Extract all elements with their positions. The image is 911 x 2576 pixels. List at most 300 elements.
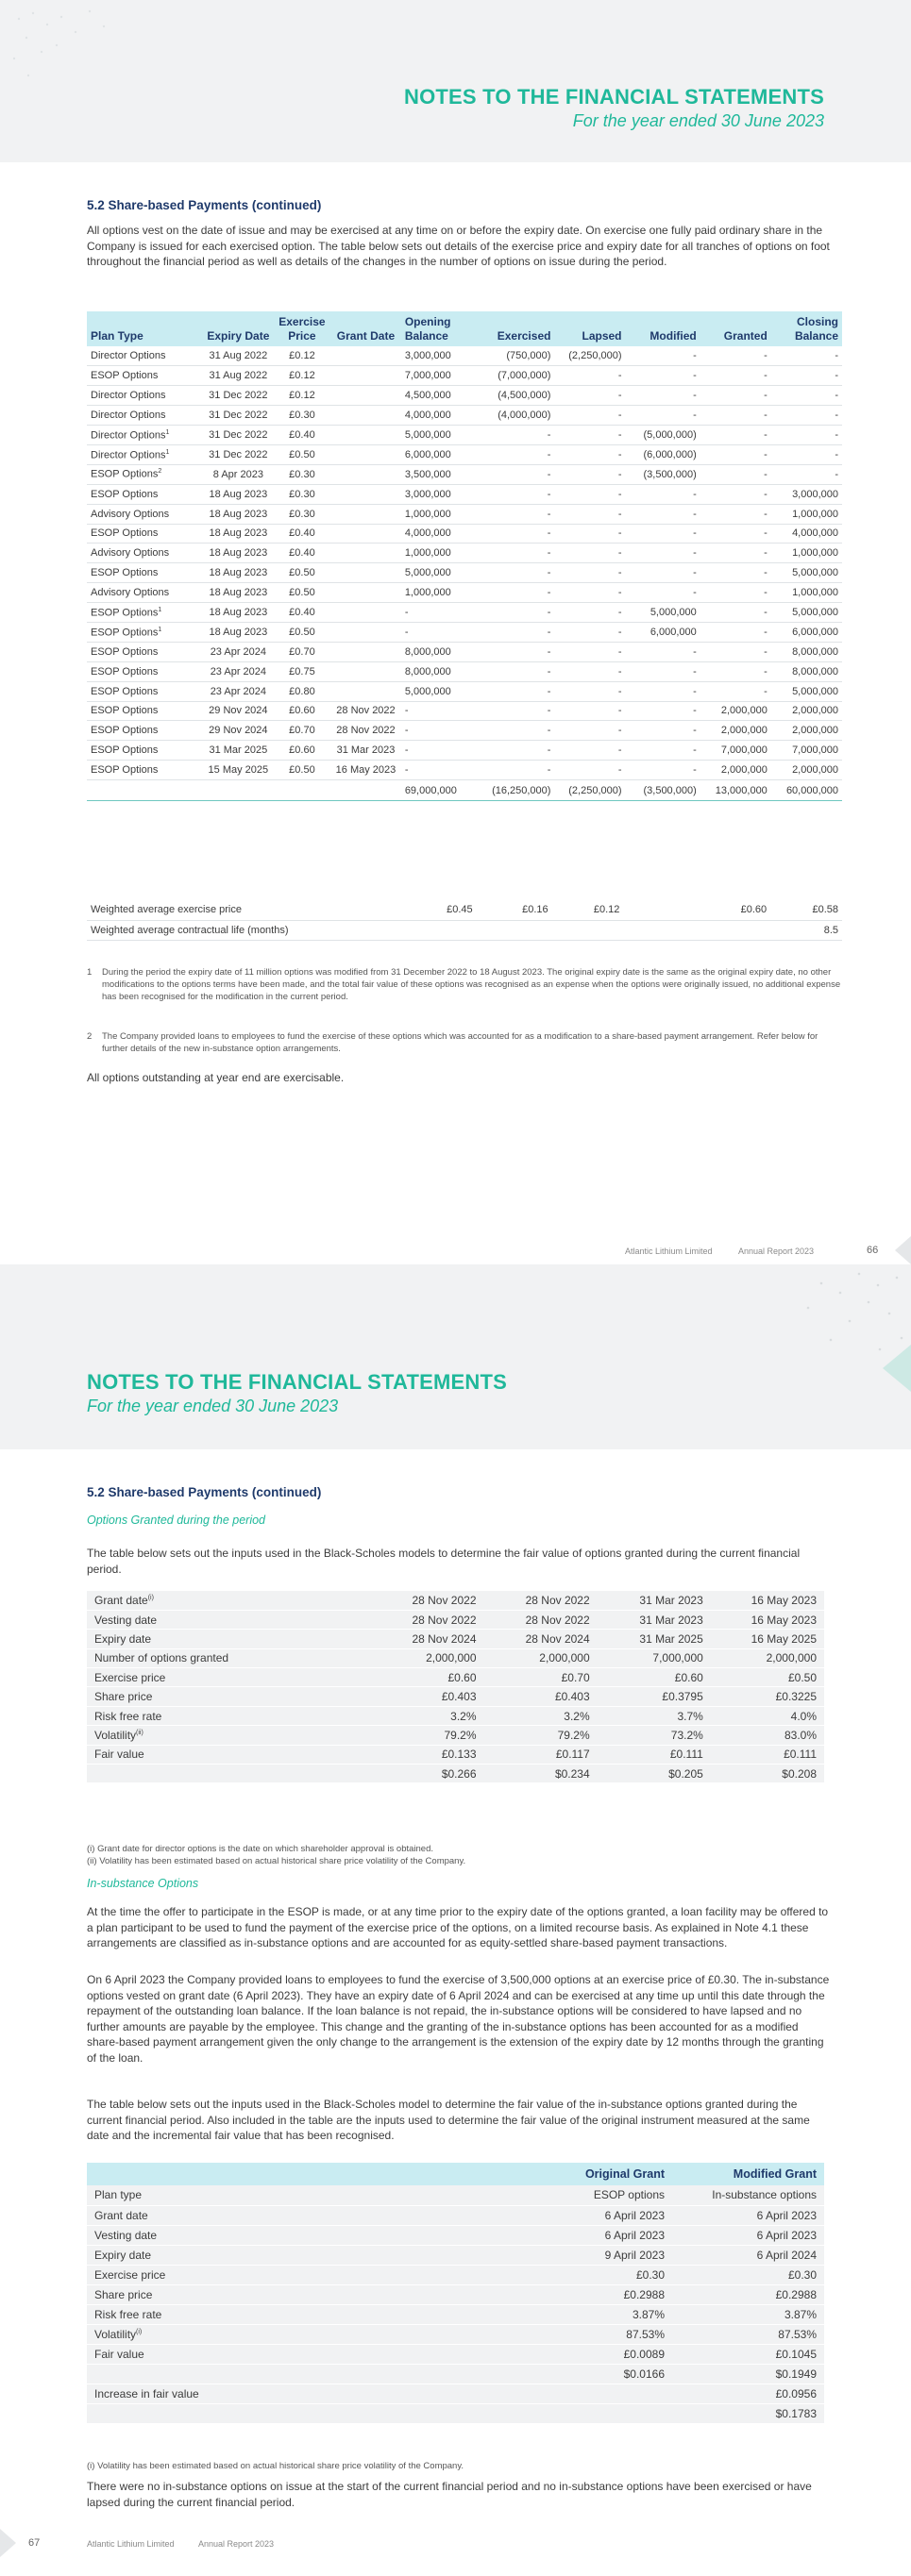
value-cell: 2,000,000: [484, 1648, 598, 1667]
cell-modified: -: [626, 642, 700, 661]
wavg-price-exercised: £0.16: [477, 900, 552, 920]
value-cell: $0.234: [484, 1765, 598, 1783]
cell-granted: -: [700, 464, 771, 484]
cell-opening: 1,000,000: [401, 504, 480, 524]
row-label: [87, 2284, 521, 2304]
wavg-price-lapsed: £0.12: [552, 900, 624, 920]
cell-granted: -: [700, 524, 771, 544]
col-lapsed: Lapsed: [554, 311, 625, 346]
plan-type-label: ESOP Options: [91, 488, 159, 500]
wavg-life-row: [87, 920, 842, 940]
cell-plan: [87, 406, 203, 426]
plan-type-label: Director Options: [91, 410, 166, 422]
cell-lapsed: -: [554, 504, 625, 524]
cell-exercised: -: [480, 761, 554, 780]
plan-type-label: ESOP Options: [91, 370, 159, 382]
cell-expiry: 31 Aug 2022: [203, 366, 274, 386]
row-label-text: Grant date: [94, 1593, 148, 1607]
cell-price: £0.30: [274, 504, 330, 524]
plan-type-label: Director Options: [91, 429, 166, 442]
cell-opening: 4,500,000: [401, 386, 480, 406]
col-plan-type: Plan Type: [87, 311, 203, 346]
table-row: [87, 2245, 824, 2265]
cell-price: £0.50: [274, 444, 330, 464]
row-label: [87, 1610, 370, 1629]
header-title: NOTES TO THE FINANCIAL STATEMENTS: [87, 1370, 507, 1394]
footnote-ref: 1: [158, 626, 162, 633]
row-label: [87, 2245, 521, 2265]
cell-opening: 3,000,000: [401, 484, 480, 504]
row-label: [87, 2304, 521, 2324]
row-label-text: Fair value: [94, 2347, 144, 2361]
table-row: [87, 2384, 824, 2403]
cell-expiry: 18 Aug 2023: [203, 484, 274, 504]
cell-modified: -: [626, 524, 700, 544]
cell-plan: [87, 366, 203, 386]
row-label-text: Risk free rate: [94, 1709, 162, 1723]
cell-lapsed: -: [554, 622, 625, 642]
cell-opening: 7,000,000: [401, 366, 480, 386]
cell-closing: 5,000,000: [771, 563, 842, 583]
original-grant-value: ESOP options: [521, 2185, 672, 2205]
cell-granted: -: [700, 544, 771, 563]
table-row: [87, 2364, 824, 2384]
cell-opening: 5,000,000: [401, 426, 480, 445]
cell-exercised: -: [480, 681, 554, 701]
value-cell: £0.133: [370, 1745, 483, 1764]
cell-expiry: 18 Aug 2023: [203, 563, 274, 583]
wavg-price-granted: £0.60: [699, 900, 770, 920]
plan-type-label: Director Options: [91, 350, 166, 362]
value-cell: 83.0%: [711, 1726, 824, 1745]
wavg-price-closing: £0.58: [770, 900, 842, 920]
cell-opening: -: [401, 721, 480, 741]
col-original-grant: Original Grant: [521, 2163, 672, 2185]
cell-opening: 4,000,000: [401, 524, 480, 544]
table-row: [87, 1648, 824, 1667]
cell-closing: -: [771, 426, 842, 445]
table-row: [87, 386, 842, 406]
value-cell: $0.208: [711, 1765, 824, 1783]
cell-modified: -: [626, 484, 700, 504]
cell-modified: -: [626, 701, 700, 721]
table-row: [87, 2225, 824, 2245]
cell-opening: 3,500,000: [401, 464, 480, 484]
cell-closing: -: [771, 386, 842, 406]
cell-closing: -: [771, 444, 842, 464]
plan-type-label: ESOP Options: [91, 705, 159, 717]
cell-granted: -: [700, 366, 771, 386]
footnote-ii: (ii) Volatility has been estimated based on actual historical share price volatility of the Company.: [87, 1856, 466, 1866]
table-row: [87, 1745, 824, 1764]
cell-price: £0.80: [274, 681, 330, 701]
cell-lapsed: -: [554, 406, 625, 426]
cell-opening: -: [401, 741, 480, 761]
cell-lapsed: -: [554, 563, 625, 583]
cell-modified: (5,000,000): [626, 426, 700, 445]
subheading-options-granted: Options Granted during the period: [87, 1514, 266, 1527]
table-row: [87, 681, 842, 701]
cell-grant: [330, 642, 401, 661]
cell-grant: [330, 346, 401, 366]
black-scholes-inputs-table: [87, 1591, 824, 1783]
cell-granted: 2,000,000: [700, 721, 771, 741]
footnote-ref: (i): [147, 1594, 154, 1601]
col-exercised: Exercised: [480, 311, 554, 346]
value-cell: £0.70: [484, 1668, 598, 1687]
row-label: [87, 2324, 521, 2344]
footer-company: Atlantic Lithium Limited: [625, 1246, 713, 1256]
cell-lapsed: -: [554, 661, 625, 681]
table-row: [87, 2324, 824, 2344]
table-row: [87, 2265, 824, 2284]
cell-lapsed: -: [554, 426, 625, 445]
cell-grant: [330, 544, 401, 563]
cell-price: £0.30: [274, 406, 330, 426]
intro-paragraph: All options vest on the date of issue and may be exercised at any time on or before the expiry date. On exercise one fully paid ordinary share in the Company is issued for each exercised option. The table below sets out details of the exercise price and expiry date for all tranches of options on foot throughout the financial period as well as details of the changes in the number of options on issue during the period.: [87, 224, 830, 268]
cell-lapsed: -: [554, 386, 625, 406]
teal-tab-decoration: [883, 1345, 911, 1392]
value-cell: 16 May 2023: [711, 1610, 824, 1629]
modified-grant-value: £0.30: [672, 2265, 824, 2284]
value-cell: 3.2%: [484, 1706, 598, 1725]
row-label: [87, 1765, 370, 1783]
cell-opening: 1,000,000: [401, 583, 480, 603]
modified-grant-value: 87.53%: [672, 2324, 824, 2344]
cell-expiry: 18 Aug 2023: [203, 603, 274, 623]
page-number: 67: [28, 2537, 41, 2549]
cell-lapsed: -: [554, 681, 625, 701]
cell-expiry: 18 Aug 2023: [203, 583, 274, 603]
cell-opening: -: [401, 761, 480, 780]
cell-lapsed: -: [554, 721, 625, 741]
row-label: [87, 1591, 370, 1610]
cell-modified: -: [626, 406, 700, 426]
row-label-text: Share price: [94, 1690, 153, 1704]
original-grant-value: $0.0166: [521, 2364, 672, 2384]
plan-type-label: ESOP Options: [91, 627, 159, 639]
table-body: [87, 1591, 824, 1783]
footnote-ref: (ii): [136, 1729, 143, 1736]
wavg-life-label: Weighted average contractual life (months): [87, 920, 396, 940]
cell-lapsed: -: [554, 642, 625, 661]
table-row: [87, 464, 842, 484]
cell-expiry: 23 Apr 2024: [203, 661, 274, 681]
cell-plan: [87, 563, 203, 583]
cell-granted: -: [700, 504, 771, 524]
row-label-text: Vesting date: [94, 1613, 158, 1627]
value-cell: 4.0%: [711, 1706, 824, 1725]
row-label: [87, 2364, 521, 2384]
table-row: [87, 1591, 824, 1610]
plan-type-label: Advisory Options: [91, 508, 170, 520]
col-grant-date: Grant Date: [330, 311, 401, 346]
cell-plan: [87, 721, 203, 741]
cell-plan: [87, 583, 203, 603]
original-grant-value: 6 April 2023: [521, 2205, 672, 2225]
row-label-text: Increase in fair value: [94, 2386, 199, 2400]
cell-grant: [330, 386, 401, 406]
table-row: [87, 642, 842, 661]
cell-expiry: 8 Apr 2023: [203, 464, 274, 484]
cell-expiry: 31 Dec 2022: [203, 444, 274, 464]
row-label-text: Fair value: [94, 1748, 144, 1762]
value-cell: 28 Nov 2024: [484, 1630, 598, 1648]
cell-opening: 8,000,000: [401, 661, 480, 681]
value-cell: 28 Nov 2022: [370, 1610, 483, 1629]
cell-exercised: -: [480, 524, 554, 544]
footnote-ref: 1: [165, 448, 170, 456]
cell-closing: 5,000,000: [771, 603, 842, 623]
cell-granted: 2,000,000: [700, 701, 771, 721]
modified-grant-value: In-substance options: [672, 2185, 824, 2205]
page-66: [0, 0, 911, 1264]
plan-type-label: Director Options: [91, 390, 166, 402]
table-body: [87, 346, 842, 780]
footnote-ref: (i): [136, 2328, 143, 2335]
row-label-text: Expiry date: [94, 1631, 152, 1646]
cell-opening: -: [401, 701, 480, 721]
value-cell: 2,000,000: [370, 1648, 483, 1667]
table-row: [87, 2304, 824, 2324]
row-label: [87, 1648, 370, 1667]
cell-grant: 16 May 2023: [330, 761, 401, 780]
cell-expiry: 31 Dec 2022: [203, 386, 274, 406]
cell-exercised: -: [480, 622, 554, 642]
cell-price: £0.60: [274, 701, 330, 721]
plan-type-label: Advisory Options: [91, 587, 170, 599]
cell-plan: [87, 701, 203, 721]
cell-exercised: -: [480, 504, 554, 524]
table-row: [87, 603, 842, 623]
modified-grant-value: £0.0956: [672, 2384, 824, 2403]
totals-row: [87, 780, 842, 801]
table-row: [87, 2344, 824, 2364]
cell-price: £0.50: [274, 563, 330, 583]
original-grant-value: [521, 2384, 672, 2403]
modified-grant-table: [87, 2163, 824, 2424]
wavg-life-closing: 8.5: [770, 920, 842, 940]
col-opening-balance: Opening Balance: [401, 311, 480, 346]
cell-granted: -: [700, 563, 771, 583]
table-row: [87, 406, 842, 426]
cell-plan: [87, 642, 203, 661]
row-label-text: Number of options granted: [94, 1651, 229, 1665]
cell-modified: -: [626, 681, 700, 701]
cell-lapsed: -: [554, 761, 625, 780]
cell-closing: 7,000,000: [771, 741, 842, 761]
cell-grant: [330, 406, 401, 426]
cell-lapsed: -: [554, 583, 625, 603]
value-cell: £0.50: [711, 1668, 824, 1687]
col-closing-balance: Closing Balance: [771, 311, 842, 346]
cell-closing: -: [771, 366, 842, 386]
options-movement-table: [87, 311, 842, 801]
cell-modified: -: [626, 563, 700, 583]
cell-granted: -: [700, 444, 771, 464]
cell-plan: [87, 426, 203, 445]
cell-opening: 5,000,000: [401, 681, 480, 701]
cell-price: £0.40: [274, 603, 330, 623]
header-subtitle: For the year ended 30 June 2023: [87, 1397, 339, 1415]
row-label-text: Share price: [94, 2287, 153, 2301]
row-label-text: Exercise price: [94, 2267, 166, 2282]
cell-closing: -: [771, 464, 842, 484]
cell-grant: [330, 583, 401, 603]
cell-lapsed: -: [554, 524, 625, 544]
cell-expiry: 15 May 2025: [203, 761, 274, 780]
table-row: [87, 721, 842, 741]
table-row: [87, 484, 842, 504]
col-modified-grant: Modified Grant: [672, 2163, 824, 2185]
cell-expiry: 31 Aug 2022: [203, 346, 274, 366]
col-exercise-price: Exercise Price: [274, 311, 330, 346]
cell-plan: [87, 464, 203, 484]
plan-type-label: Advisory Options: [91, 547, 170, 560]
original-grant-value: 3.87%: [521, 2304, 672, 2324]
wavg-price-label: Weighted average exercise price: [87, 900, 396, 920]
closing-note: All options outstanding at year end are exercisable.: [87, 1071, 345, 1084]
cell-opening: 1,000,000: [401, 544, 480, 563]
cell-granted: -: [700, 346, 771, 366]
cell-exercised: -: [480, 741, 554, 761]
cell-grant: [330, 622, 401, 642]
modified-grant-value: $0.1783: [672, 2403, 824, 2423]
header-title: NOTES TO THE FINANCIAL STATEMENTS: [404, 85, 824, 109]
cell-modified: -: [626, 661, 700, 681]
footnote-ref: 1: [165, 428, 170, 436]
row-label: [87, 1687, 370, 1706]
value-cell: 31 Mar 2023: [598, 1610, 711, 1629]
cell-granted: 2,000,000: [700, 761, 771, 780]
value-cell: £0.111: [598, 1745, 711, 1764]
table-row: [87, 563, 842, 583]
cell-closing: 2,000,000: [771, 701, 842, 721]
page-header: [404, 85, 824, 131]
cell-plan: [87, 386, 203, 406]
cell-modified: (3,500,000): [626, 464, 700, 484]
modified-grant-value: $0.1949: [672, 2364, 824, 2384]
row-label-text: Volatility: [94, 1728, 137, 1742]
cell-price: £0.40: [274, 544, 330, 563]
cell-closing: 8,000,000: [771, 661, 842, 681]
cell-closing: 1,000,000: [771, 583, 842, 603]
value-cell: £0.111: [711, 1745, 824, 1764]
modified-grant-value: £0.2988: [672, 2284, 824, 2304]
table-row: [87, 661, 842, 681]
cell-closing: 8,000,000: [771, 642, 842, 661]
row-label-text: Plan type: [94, 2188, 143, 2202]
cell-grant: [330, 524, 401, 544]
footer-report: Annual Report 2023: [198, 2539, 275, 2549]
col-granted: Granted: [700, 311, 771, 346]
value-cell: £0.403: [370, 1687, 483, 1706]
cell-grant: [330, 661, 401, 681]
cell-modified: -: [626, 504, 700, 524]
col-modified: Modified: [626, 311, 700, 346]
value-cell: $0.205: [598, 1765, 711, 1783]
cell-plan: [87, 681, 203, 701]
cell-grant: 28 Nov 2022: [330, 721, 401, 741]
cell-price: £0.30: [274, 484, 330, 504]
table-body: [87, 2185, 824, 2423]
cell-granted: -: [700, 603, 771, 623]
footnote-ref: 1: [158, 606, 162, 613]
footer-report: Annual Report 2023: [738, 1246, 815, 1256]
cell-exercised: -: [480, 444, 554, 464]
table-row: [87, 504, 842, 524]
row-label-text: Exercise price: [94, 1670, 166, 1684]
total-lapsed: (2,250,000): [554, 780, 625, 801]
dot-pattern-decoration: [0, 0, 189, 162]
footnote-2-number: 2: [87, 1031, 93, 1042]
row-label: [87, 1745, 370, 1764]
cell-closing: 6,000,000: [771, 622, 842, 642]
cell-exercised: -: [480, 721, 554, 741]
cell-modified: -: [626, 721, 700, 741]
table-row: [87, 1706, 824, 1725]
total-modified: (3,500,000): [626, 780, 700, 801]
cell-modified: -: [626, 544, 700, 563]
cell-closing: 1,000,000: [771, 504, 842, 524]
cell-modified: -: [626, 741, 700, 761]
cell-exercised: -: [480, 701, 554, 721]
cell-plan: [87, 524, 203, 544]
cell-price: £0.12: [274, 386, 330, 406]
footnote-1: During the period the expiry date of 11 million options was modified from 31 December 2022 to 18 August 2023. The original expiry date is the same as the original expiry date, no other modifications to the options terms have been made, and the total fair value of these options was recognised as an expense when the options were originally issued, no additional expense has been recognised for the modification in the current period.: [102, 967, 841, 1002]
cell-modified: -: [626, 583, 700, 603]
cell-plan: [87, 544, 203, 563]
original-grant-value: 9 April 2023: [521, 2245, 672, 2265]
cell-exercised: -: [480, 464, 554, 484]
value-cell: 31 Mar 2023: [598, 1591, 711, 1610]
row-label: [87, 1726, 370, 1745]
col-expiry-date: Expiry Date: [203, 311, 274, 346]
cell-granted: -: [700, 583, 771, 603]
cell-expiry: 18 Aug 2023: [203, 622, 274, 642]
row-label: [87, 2205, 521, 2225]
table-row: [87, 444, 842, 464]
row-label: [87, 2265, 521, 2284]
table-row: [87, 761, 842, 780]
table-row: [87, 2205, 824, 2225]
table-row: [87, 426, 842, 445]
cell-granted: -: [700, 426, 771, 445]
table-row: [87, 2403, 824, 2423]
cell-closing: 5,000,000: [771, 681, 842, 701]
original-grant-value: £0.2988: [521, 2284, 672, 2304]
cell-exercised: -: [480, 642, 554, 661]
plan-type-label: ESOP Options: [91, 469, 159, 481]
header-subtitle: For the year ended 30 June 2023: [572, 111, 824, 130]
cell-lapsed: -: [554, 366, 625, 386]
page-header: [87, 1370, 507, 1416]
table-row: [87, 1610, 824, 1629]
cell-grant: [330, 366, 401, 386]
cell-plan: [87, 504, 203, 524]
row-label: [87, 2384, 521, 2403]
cell-lapsed: -: [554, 701, 625, 721]
original-grant-value: £0.0089: [521, 2344, 672, 2364]
value-cell: 3.7%: [598, 1706, 711, 1725]
value-cell: 28 Nov 2022: [484, 1591, 598, 1610]
value-cell: 28 Nov 2024: [370, 1630, 483, 1648]
plan-type-label: ESOP Options: [91, 527, 159, 540]
cell-lapsed: -: [554, 741, 625, 761]
cell-grant: [330, 484, 401, 504]
cell-expiry: 23 Apr 2024: [203, 642, 274, 661]
cell-opening: 8,000,000: [401, 642, 480, 661]
